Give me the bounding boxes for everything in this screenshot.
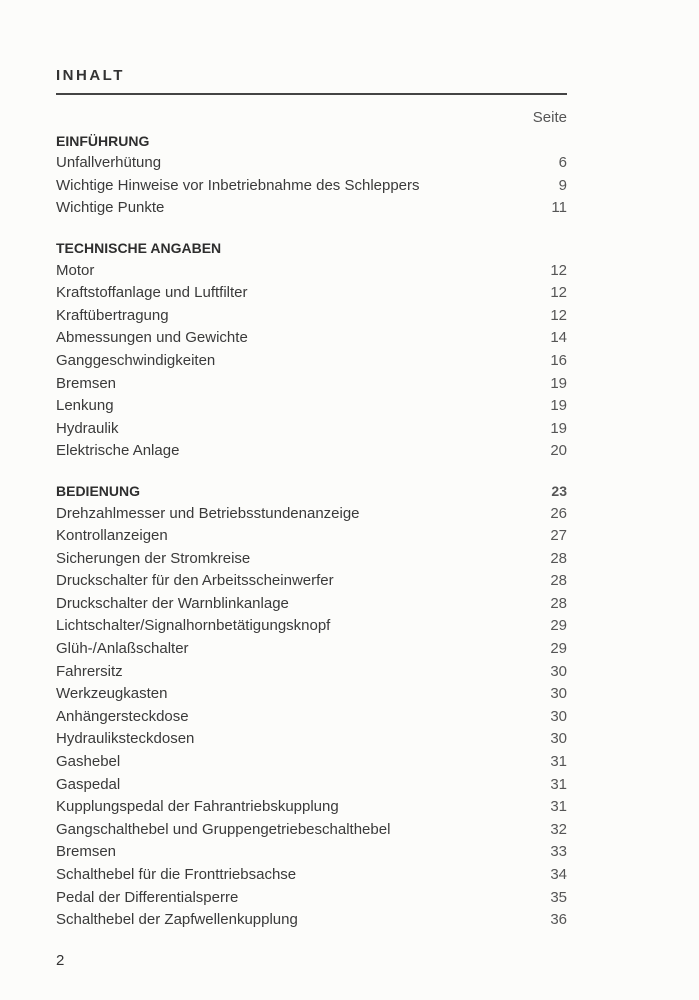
toc-entry-label: Drehzahlmesser und Betriebsstundenanzeige — [56, 504, 360, 522]
toc-entry — [56, 395, 567, 418]
title-rule — [56, 93, 567, 95]
toc-section — [56, 220, 567, 463]
toc-entry — [56, 260, 567, 283]
toc-entry-label: Hydraulik — [56, 419, 119, 437]
toc-entry — [56, 796, 567, 819]
toc-entry-label: Gashebel — [56, 753, 121, 771]
toc-entry — [56, 175, 567, 198]
toc-entry-page: 33 — [550, 843, 567, 861]
toc-entry — [56, 350, 567, 373]
toc-entry — [56, 197, 567, 220]
section-heading — [56, 480, 567, 503]
toc-entry — [56, 593, 567, 616]
toc-entry-page: 27 — [550, 527, 567, 545]
section-heading-label: EINFÜHRUNG — [56, 132, 150, 149]
section-heading — [56, 237, 567, 260]
toc-entry — [56, 706, 567, 729]
toc-entry-page: 34 — [550, 866, 567, 883]
toc-entry-page: 12 — [550, 284, 567, 302]
toc-entry — [56, 615, 567, 638]
toc-entry-page: 30 — [550, 662, 567, 680]
toc-entry-label: Kupplungspedal der Fahrantriebskupplung — [56, 798, 339, 816]
toc-entry-page: 26 — [550, 504, 567, 522]
toc-entry — [56, 305, 567, 328]
toc-entry — [56, 440, 567, 463]
section-heading — [56, 130, 567, 153]
toc-entry-page: 30 — [550, 730, 567, 748]
toc-entry-page: 29 — [550, 640, 567, 658]
toc-entry — [56, 638, 567, 661]
toc-entry — [56, 418, 567, 441]
toc-entry-label: Ganggeschwindigkeiten — [56, 351, 216, 369]
section-heading-label: TECHNISCHE ANGABEN — [56, 239, 222, 256]
toc-entry — [56, 819, 567, 842]
toc-entry-label: Kontrollanzeigen — [56, 527, 168, 545]
toc-entry-page: 12 — [550, 306, 567, 324]
toc-entry-label: Schalthebel für die Fronttriebsachse — [56, 866, 297, 883]
toc-entry-label: Lenkung — [56, 397, 114, 415]
toc-entry-label: Elektrische Anlage — [56, 442, 180, 460]
table-of-contents — [56, 107, 567, 932]
toc-entry — [56, 373, 567, 396]
toc-entry-label: Kraftübertragung — [56, 306, 169, 324]
toc-entry-label: Fahrersitz — [56, 662, 123, 680]
toc-entry — [56, 282, 567, 305]
toc-entry-label: Pedal der Differentialsperre — [56, 888, 239, 906]
toc-entry-label: Sicherungen der Stromkreise — [56, 549, 251, 567]
toc-entry-label: Hydrauliksteckdosen — [56, 730, 195, 748]
toc-entry-label: Schalthebel der Zapfwellenkupplung — [56, 911, 298, 929]
toc-entry-page: 28 — [550, 594, 567, 612]
section-gap — [56, 463, 567, 480]
toc-entry-label: Druckschalter für den Arbeitsscheinwerfer — [56, 572, 334, 590]
page-column-label: Seite — [532, 109, 567, 126]
toc-entry — [56, 909, 567, 932]
toc-entry — [56, 570, 567, 593]
toc-entry-page: 30 — [550, 707, 567, 725]
toc-entry-label: Gaspedal — [56, 775, 121, 793]
toc-title: INHALT — [56, 67, 125, 84]
section-heading-page: 23 — [551, 482, 567, 499]
toc-section — [56, 463, 567, 932]
toc-entry-page: 19 — [550, 374, 567, 392]
toc-entry-page: 31 — [550, 753, 567, 771]
toc-entry-page: 14 — [550, 329, 567, 347]
toc-entry-label: Wichtige Punkte — [56, 199, 165, 217]
toc-entry-page: 29 — [550, 617, 567, 635]
section-heading-label: BEDIENUNG — [56, 482, 141, 499]
section-gap — [56, 220, 567, 237]
toc-entry-label: Lichtschalter/Signalhornbetätigungsknopf — [56, 617, 331, 635]
toc-entry — [56, 774, 567, 797]
toc-entry-page: 19 — [550, 419, 567, 437]
toc-entry-page: 28 — [550, 572, 567, 590]
page-column-header — [56, 107, 567, 130]
toc-entry — [56, 152, 567, 175]
toc-entry-label: Anhängersteckdose — [56, 707, 189, 725]
toc-entry — [56, 548, 567, 571]
toc-entry — [56, 683, 567, 706]
toc-entry-label: Kraftstoffanlage und Luftfilter — [56, 284, 248, 302]
toc-entry-label: Wichtige Hinweise vor Inbetriebnahme des Schleppers — [56, 176, 420, 194]
toc-entry-page: 31 — [550, 798, 567, 816]
toc-entry — [56, 728, 567, 751]
toc-section — [56, 130, 567, 220]
toc-entry-page: 9 — [558, 176, 567, 194]
toc-entry — [56, 503, 567, 526]
toc-entry-page: 30 — [550, 685, 567, 703]
toc-entry-label: Unfallverhütung — [56, 154, 162, 172]
page-number: 2 — [56, 952, 65, 969]
toc-entry-label: Bremsen — [56, 843, 117, 861]
toc-entry-page: 16 — [550, 351, 567, 369]
toc-entry-page: 19 — [550, 397, 567, 415]
toc-entry-page: 20 — [550, 442, 567, 460]
toc-entry — [56, 864, 567, 887]
toc-entry-label: Motor — [56, 261, 95, 279]
toc-entry-label: Bremsen — [56, 374, 117, 392]
toc-entry — [56, 887, 567, 910]
toc-entry — [56, 661, 567, 684]
toc-entry-label: Druckschalter der Warnblinkanlage — [56, 594, 289, 612]
toc-entry — [56, 841, 567, 864]
toc-entry-label: Glüh-/Anlaßschalter — [56, 640, 189, 658]
toc-entry-label: Abmessungen und Gewichte — [56, 329, 248, 347]
toc-entry-page: 11 — [551, 199, 567, 217]
toc-entry-page: 6 — [558, 154, 567, 172]
toc-entry-page: 32 — [550, 820, 567, 838]
toc-entry — [56, 327, 567, 350]
toc-entry-label: Gangschalthebel und Gruppengetriebeschalthebel — [56, 820, 391, 838]
toc-entry — [56, 525, 567, 548]
toc-entry-page: 12 — [550, 261, 567, 279]
toc-entry — [56, 751, 567, 774]
toc-entry-page: 28 — [550, 549, 567, 567]
toc-entry-label: Werkzeugkasten — [56, 685, 168, 703]
toc-entry-page: 35 — [550, 888, 567, 906]
toc-entry-page: 36 — [550, 911, 567, 929]
toc-entry-page: 31 — [550, 775, 567, 793]
